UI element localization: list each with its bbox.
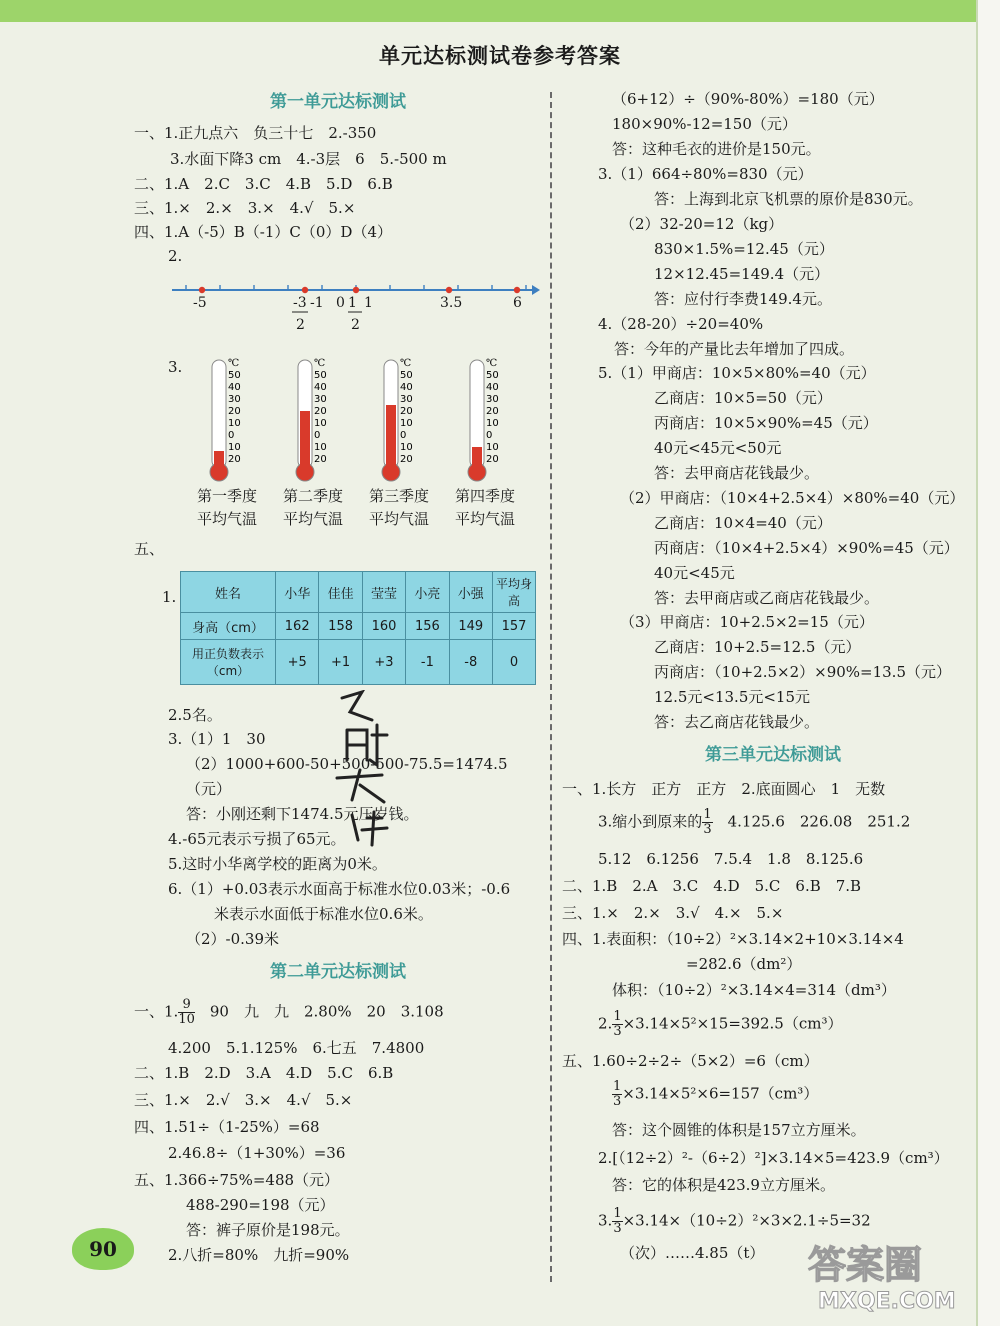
svg-text:50: 50 <box>228 370 241 381</box>
u3-q1-line3: 5.12 6.1256 7.5.4 1.8 8.125.6 <box>598 850 864 868</box>
r-line-01: （6+12）÷（90%-80%）=180（元） <box>612 90 884 108</box>
table-cell: +5 <box>276 640 319 685</box>
number-line-point-minus1-5 <box>302 287 308 293</box>
u3-q2: 二、1.B 2.A 3.C 4.D 5.C 6.B 7.B <box>562 877 862 895</box>
r-line-09: 答：应付行李费149.4元。 <box>654 290 832 308</box>
u3-q5-1b: $\frac{1}{3}$ ×3.14×5²×6=157（cm³） <box>613 1079 819 1109</box>
r-line-19: 丙商店：（10×4+2.5×4）×90%=45（元） <box>654 539 959 557</box>
table-cell: -1 <box>406 640 449 685</box>
u1-q4-1: 四、1.A（-5）B（-1）C（0）D（4） <box>134 223 392 241</box>
u1-q5-2: 2.5名。 <box>168 706 222 724</box>
u1-q5-label: 五、 <box>134 540 165 558</box>
r-line-26: 答：去乙商店花钱最少。 <box>654 713 820 731</box>
r-line-14: 丙商店：10×5×90%=45（元） <box>654 414 878 432</box>
r-line-05: 答：上海到北京飞机票的原价是830元。 <box>654 190 923 208</box>
u2-q2: 二、1.B 2.D 3.A 4.D 5.C 6.B <box>134 1064 394 1082</box>
nl-label-6: 6 <box>513 295 522 311</box>
svg-text:10: 10 <box>228 442 241 453</box>
number-line-point-0-5 <box>353 287 359 293</box>
svg-text:40: 40 <box>486 382 499 393</box>
u1-q5-6-2: （2）-0.39米 <box>186 930 280 948</box>
svg-text:20: 20 <box>486 406 499 417</box>
table-cell: 157 <box>493 613 536 640</box>
r-line-06: （2）32-20=12（kg） <box>620 215 784 233</box>
table-header-cell: 小亮 <box>406 572 449 613</box>
section-title-unit1: 第一单元达标测试 <box>270 92 406 112</box>
thermo-caption-q3: 第三季度 平均气温 <box>368 487 429 528</box>
svg-text:50: 50 <box>400 370 413 381</box>
u2-q3: 三、1.× 2.√ 3.× 4.√ 5.× <box>134 1091 353 1109</box>
table-cell: 156 <box>406 613 449 640</box>
number-line-arrow <box>532 285 540 295</box>
right-page-strip <box>976 0 1000 1326</box>
table-header-cell: 莹莹 <box>362 572 405 613</box>
thermo-caption-q4: 第四季度 平均气温 <box>454 487 515 528</box>
u1-q1-line1: 一、1.正九点六 负三十七 2.-350 <box>134 124 377 142</box>
svg-text:20: 20 <box>314 454 327 465</box>
u3-q5-3: 3. $\frac{1}{3}$ ×3.14×（10÷2）²×3×2.1÷5=32 <box>598 1206 871 1236</box>
u3-q5-2: 2.[（12÷2）²-（6÷2）²]×3.14×5=423.9（cm³） <box>598 1149 949 1167</box>
svg-text:30: 30 <box>486 394 499 405</box>
r-line-11: 答：今年的产量比去年增加了四成。 <box>614 340 855 358</box>
svg-text:10: 10 <box>314 442 327 453</box>
number-line <box>168 276 540 336</box>
r-line-23: 乙商店：10+2.5=12.5（元） <box>654 638 861 656</box>
top-green-bar <box>0 0 1000 22</box>
u1-q1-line2: 3.水面下降3 cm 4.-3层 6 5.-500 m <box>170 150 447 168</box>
table-row <box>181 640 536 685</box>
svg-text:20: 20 <box>314 406 327 417</box>
table-cell: 0 <box>493 640 536 685</box>
u3-q5-1-answer: 答：这个圆锥的体积是157立方厘米。 <box>612 1121 866 1139</box>
u1-q5-3-1: 3.（1）1 30 <box>168 730 266 748</box>
nl-label-minus1: -1 <box>310 295 324 311</box>
svg-text:50: 50 <box>486 370 499 381</box>
section-title-unit3: 第三单元达标测试 <box>705 745 841 765</box>
svg-text:30: 30 <box>400 394 413 405</box>
r-line-15: 40元<45元<50元 <box>654 439 782 457</box>
thermo-caption-q2: 第二季度 平均气温 <box>282 487 343 528</box>
u2-q1-line1: 一、1. $\frac{9}{10}$ 90 九 九 2.80% 20 3.108 <box>134 997 444 1027</box>
mercury-q4 <box>472 447 482 468</box>
thermo-caption-q1: 第一季度 平均气温 <box>196 487 257 528</box>
u3-q4-1a: 四、1.表面积：（10÷2）²×3.14×2+10×3.14×4 <box>562 930 904 948</box>
u3-q1-line2: 3.缩小到原来的 $\frac{1}{3}$ 4.125.6 226.08 251.2 <box>598 807 911 837</box>
svg-text:20: 20 <box>400 406 413 417</box>
svg-text:20: 20 <box>228 406 241 417</box>
u2-q5-1a: 五、1.366÷75%=488（元） <box>134 1171 340 1189</box>
table-cell: -8 <box>449 640 492 685</box>
nl-label-minus3-num: -3 <box>293 295 307 311</box>
r-line-07: 830×1.5%=12.45（元） <box>654 240 834 258</box>
thermometer-q2 <box>286 356 356 486</box>
r-line-08: 12×12.45=149.4（元） <box>654 265 830 283</box>
u3-q1-line1: 一、1.长方 正方 正方 2.底面圆心 1 无数 <box>562 780 886 798</box>
u2-q4-1: 四、1.51÷（1-25%）=68 <box>134 1118 320 1136</box>
svg-text:℃: ℃ <box>314 358 326 369</box>
svg-text:℃: ℃ <box>486 358 498 369</box>
svg-text:10: 10 <box>400 418 413 429</box>
r-line-02: 180×90%-12=150（元） <box>612 115 797 133</box>
u3-q5-3-b: （次）……4.85（t） <box>620 1244 765 1262</box>
u3-q5-2-answer: 答：它的体积是423.9立方厘米。 <box>612 1176 835 1194</box>
r-line-22: （3）甲商店：10+2.5×2=15（元） <box>620 613 874 631</box>
svg-text:℃: ℃ <box>400 358 412 369</box>
r-line-24: 丙商店：（10+2.5×2）×90%=13.5（元） <box>654 663 951 681</box>
nl-label-minus5: -5 <box>193 295 207 311</box>
u1-q4-2-label: 2. <box>168 247 183 265</box>
u2-q5-1b: 488-290=198（元） <box>186 1196 335 1214</box>
svg-text:20: 20 <box>486 454 499 465</box>
u3-q4-2: 2. $\frac{1}{3}$ ×3.14×5²×15=392.5（cm³） <box>598 1009 843 1039</box>
svg-text:0: 0 <box>400 430 407 441</box>
table-cell: +1 <box>319 640 362 685</box>
svg-text:40: 40 <box>314 382 327 393</box>
svg-text:℃: ℃ <box>228 358 240 369</box>
u1-q5-3-2: （2）1000+600-50+500-500-75.5=1474.5 <box>186 755 508 773</box>
svg-text:MXQE.COM: MXQE.COM <box>818 1289 956 1314</box>
table-row <box>181 572 536 613</box>
table-cell: 用正负数表示（cm） <box>181 640 276 685</box>
number-line-point-minus5 <box>199 287 205 293</box>
nl-label-zero: 0 <box>336 295 345 311</box>
u2-q1-line2: 4.200 5.1.125% 6.七五 7.4800 <box>168 1039 425 1057</box>
table-cell: 149 <box>449 613 492 640</box>
r-line-10: 4.（28-20）÷20=40% <box>598 315 764 333</box>
table-header-cell: 姓名 <box>181 572 276 613</box>
svg-text:30: 30 <box>228 394 241 405</box>
u2-q5-1-answer: 答：裤子原价是198元。 <box>186 1221 350 1239</box>
svg-text:答案圈: 答案圈 <box>808 1243 923 1287</box>
table-header-cell: 佳佳 <box>319 572 362 613</box>
number-line-point-6 <box>514 287 520 293</box>
table-cell: 160 <box>362 613 405 640</box>
u1-q5-3-unit: （元） <box>186 780 232 798</box>
u1-q3: 三、1.× 2.× 3.× 4.√ 5.× <box>134 199 356 217</box>
u1-q5-6-1b: 米表示水面低于标准水位0.6米。 <box>214 905 433 923</box>
u3-q4-1c: 体积：（10÷2）²×3.14×4=314（dm³） <box>612 981 896 999</box>
svg-text:20: 20 <box>400 454 413 465</box>
svg-text:10: 10 <box>314 418 327 429</box>
column-divider <box>550 92 552 1282</box>
svg-text:0: 0 <box>228 430 235 441</box>
table-header-cell: 小华 <box>276 572 319 613</box>
nl-label-3-5: 3.5 <box>440 295 463 311</box>
nl-label-one: 1 <box>364 295 373 311</box>
u1-q5-4: 4.-65元表示亏损了65元。 <box>168 830 346 848</box>
r-line-18: 乙商店：10×4=40（元） <box>654 514 832 532</box>
svg-text:20: 20 <box>228 454 241 465</box>
nl-label-half-num: 1 <box>348 295 357 311</box>
svg-text:0: 0 <box>486 430 493 441</box>
section-title-unit2: 第二单元达标测试 <box>270 962 406 982</box>
svg-text:40: 40 <box>228 382 241 393</box>
table-cell: +3 <box>362 640 405 685</box>
nl-label-minus3-den: 2 <box>296 317 305 333</box>
u3-q4-1b: =282.6（dm²） <box>686 955 802 973</box>
svg-text:30: 30 <box>314 394 327 405</box>
height-table <box>180 571 536 685</box>
nl-label-half-den: 2 <box>351 317 360 333</box>
mercury-q2 <box>300 411 310 468</box>
watermark-logo <box>800 1234 980 1314</box>
svg-text:10: 10 <box>486 442 499 453</box>
svg-text:10: 10 <box>228 418 241 429</box>
table-header-cell: 小强 <box>449 572 492 613</box>
thermometer-q1 <box>200 356 270 486</box>
table-header-cell: 平均身高 <box>493 572 536 613</box>
handwriting-scribble <box>322 690 412 850</box>
u1-q5-3-answer: 答：小刚还剩下1474.5元压岁钱。 <box>186 805 419 823</box>
u1-q2: 二、1.A 2.C 3.C 4.B 5.D 6.B <box>134 175 393 193</box>
r-line-16: 答：去甲商店花钱最少。 <box>654 464 820 482</box>
r-line-03: 答：这种毛衣的进价是150元。 <box>612 140 821 158</box>
mercury-q1 <box>214 451 224 468</box>
mercury-q3 <box>386 405 396 468</box>
svg-text:0: 0 <box>314 430 321 441</box>
r-line-04: 3.（1）664÷80%=830（元） <box>598 165 813 183</box>
u3-q3: 三、1.× 2.× 3.√ 4.× 5.× <box>562 904 784 922</box>
r-line-12: 5.（1）甲商店：10×5×80%=40（元） <box>598 364 876 382</box>
thermometer-q4 <box>458 356 528 486</box>
r-line-13: 乙商店：10×5=50（元） <box>654 389 832 407</box>
table-cell: 158 <box>319 613 362 640</box>
u1-q5-6-1a: 6.（1）+0.03表示水面高于标准水位0.03米；-0.6 <box>168 880 511 898</box>
u2-q5-2: 2.八折=80% 九折=90% <box>168 1246 350 1264</box>
u1-q5-5: 5.这时小华离学校的距离为0米。 <box>168 855 387 873</box>
svg-text:10: 10 <box>400 442 413 453</box>
u1-q5-1-label: 1. <box>162 588 177 606</box>
svg-text:50: 50 <box>314 370 327 381</box>
r-line-20: 40元<45元 <box>654 564 735 582</box>
page-number: 90 <box>72 1228 134 1270</box>
page-title: 单元达标测试卷参考答案 <box>379 43 621 68</box>
u1-q4-3-label: 3. <box>168 358 183 376</box>
r-line-25: 12.5元<13.5元<15元 <box>654 688 811 706</box>
table-cell: 162 <box>276 613 319 640</box>
u2-q4-2: 2.46.8÷（1+30%）=36 <box>168 1144 346 1162</box>
table-row <box>181 613 536 640</box>
svg-text:10: 10 <box>486 418 499 429</box>
thermometer-q3 <box>372 356 442 486</box>
r-line-17: （2）甲商店：（10×4+2.5×4）×80%=40（元） <box>620 489 965 507</box>
number-line-point-3-5 <box>446 287 452 293</box>
table-cell: 身高（cm） <box>181 613 276 640</box>
svg-text:40: 40 <box>400 382 413 393</box>
r-line-21: 答：去甲商店或乙商店花钱最少。 <box>654 589 880 607</box>
u3-q5-1a: 五、1.60÷2÷2÷（5×2）=6（cm） <box>562 1052 819 1070</box>
